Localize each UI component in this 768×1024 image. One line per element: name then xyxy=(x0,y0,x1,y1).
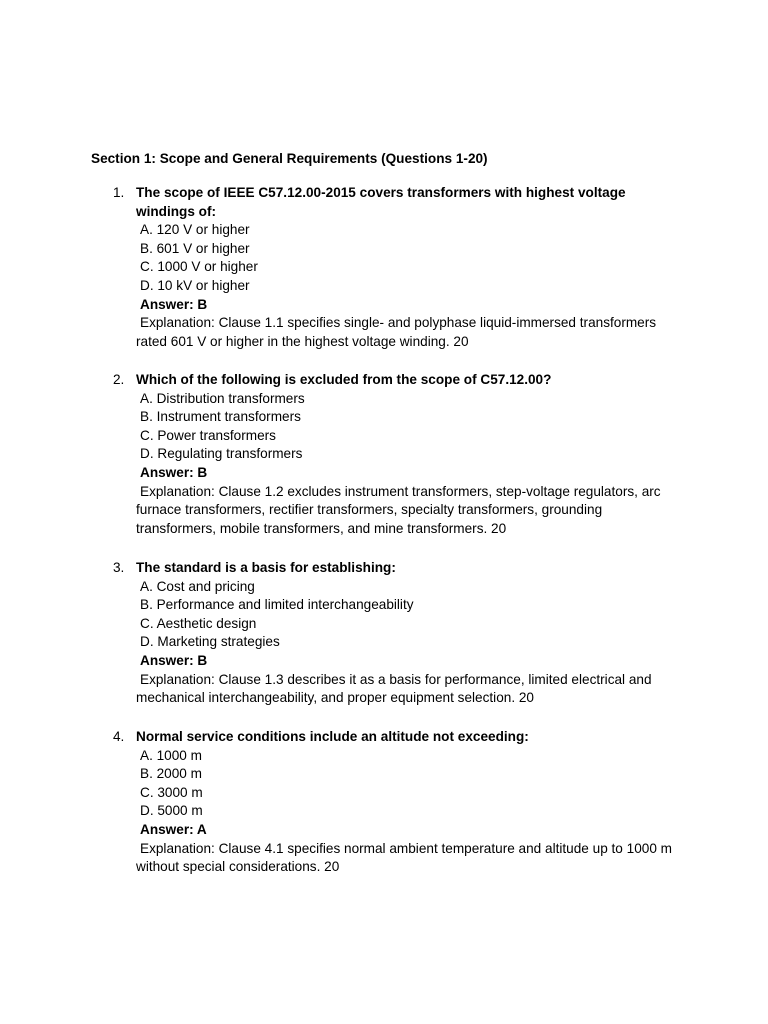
option-b: B. 601 V or higher xyxy=(140,240,250,256)
question-body xyxy=(136,559,676,708)
question-text: Which of the following is excluded from the scope of C57.12.00? xyxy=(136,372,552,387)
option-c: C. Aesthetic design xyxy=(140,615,257,631)
answer: Answer: B xyxy=(140,296,208,312)
option-c: C. 3000 m xyxy=(140,784,203,800)
question-body xyxy=(136,184,676,351)
option-d: D. 5000 m xyxy=(140,803,203,819)
answer: Answer: A xyxy=(140,821,207,837)
option-d: D. Marketing strategies xyxy=(140,634,280,650)
option-c: C. 1000 V or higher xyxy=(140,259,258,275)
explanation: Explanation: Clause 1.2 excludes instrument transformers, step-voltage regulators, arc furnace transformers, rectifier transformers, specialty transformers, grounding transformers, mobile transformers, and mine transformers. 20 xyxy=(136,483,661,536)
explanation: Explanation: Clause 1.1 specifies single- and polyphase liquid-immersed transformers rated 601 V or higher in the highest voltage winding. 20 xyxy=(136,315,657,349)
option-d: D. 10 kV or higher xyxy=(140,277,250,293)
option-b: B. 2000 m xyxy=(140,766,202,782)
option-a: A. 120 V or higher xyxy=(140,222,250,238)
option-a: A. Distribution transformers xyxy=(140,390,305,406)
explanation: Explanation: Clause 1.3 describes it as a basis for performance, limited electrical and mechanical interchangeability, and proper equipment selection. 20 xyxy=(136,671,652,706)
question-body xyxy=(136,371,676,538)
question-text: Normal service conditions include an altitude not exceeding: xyxy=(136,729,529,744)
section-title: Section 1: Scope and General Requirements (Questions 1-20) xyxy=(91,151,488,166)
question-text: The standard is a basis for establishing: xyxy=(136,560,396,575)
question-number: 4. xyxy=(113,729,125,744)
question-text: The scope of IEEE C57.12.00-2015 covers transformers with highest voltage windings of: xyxy=(136,185,626,219)
option-d: D. Regulating transformers xyxy=(140,446,303,462)
explanation: Explanation: Clause 4.1 specifies normal ambient temperature and altitude up to 1000 m without special considerations. 20 xyxy=(136,840,672,875)
answer: Answer: B xyxy=(140,652,208,668)
option-b: B. Performance and limited interchangeability xyxy=(140,597,414,613)
option-a: A. Cost and pricing xyxy=(140,578,255,594)
question-body xyxy=(136,728,676,877)
option-b: B. Instrument transformers xyxy=(140,409,301,425)
question-number: 3. xyxy=(113,560,125,575)
option-c: C. Power transformers xyxy=(140,427,276,443)
question-number: 1. xyxy=(113,185,125,200)
option-a: A. 1000 m xyxy=(140,747,202,763)
answer: Answer: B xyxy=(140,464,208,480)
question-number: 2. xyxy=(113,372,125,387)
